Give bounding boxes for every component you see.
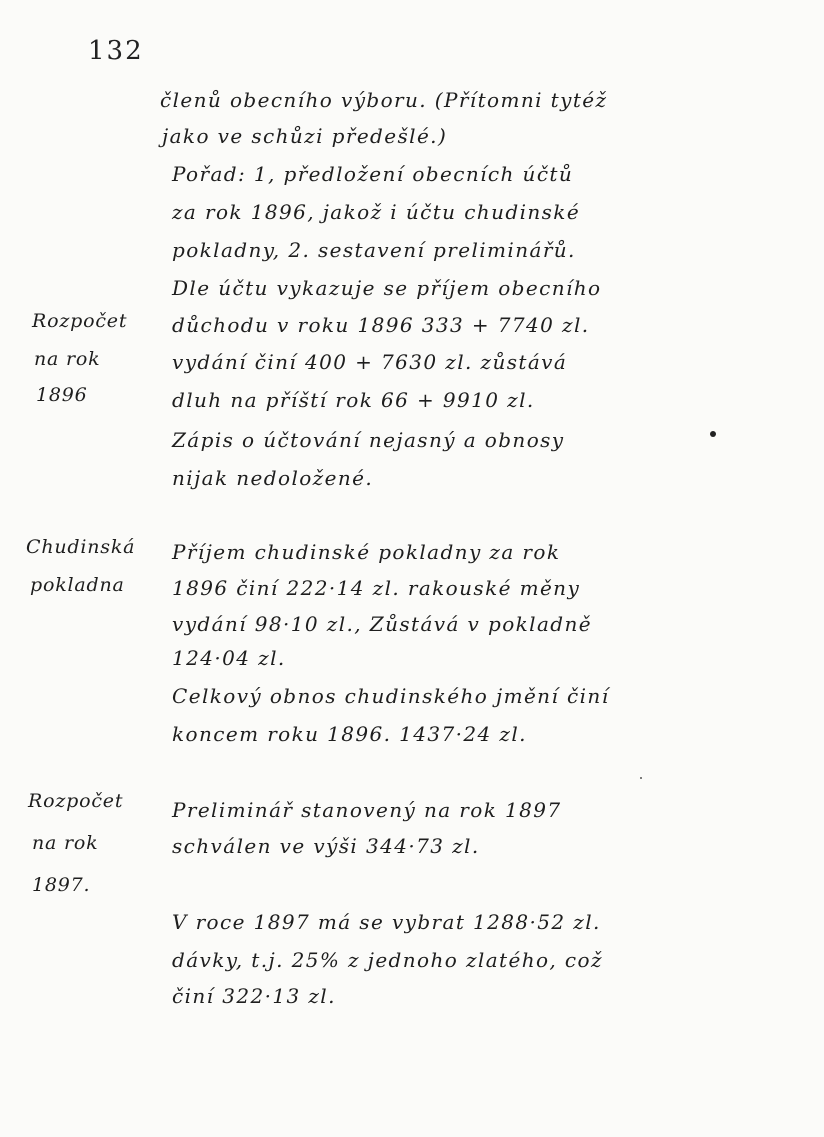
body-line: koncem roku 1896. 1437·24 zl.	[172, 722, 527, 746]
margin-note: Rozpočet	[32, 310, 128, 332]
body-line: činí 322·13 zl.	[172, 984, 336, 1008]
margin-note: na rok	[34, 348, 101, 370]
body-line: Dle účtu vykazuje se příjem obecního	[172, 276, 602, 300]
page-number: 132	[88, 36, 144, 66]
body-line: dávky, t.j. 25% z jednoho zlatého, což	[172, 948, 603, 972]
body-line: Pořad: 1, předložení obecních účtů	[172, 162, 574, 186]
body-line: Zápis o účtování nejasný a obnosy	[172, 428, 565, 452]
body-line: důchodu v roku 1896 333 + 7740 zl.	[172, 313, 590, 337]
body-line: 124·04 zl.	[172, 646, 286, 670]
body-line: 1896 činí 222·14 zl. rakouské měny	[172, 576, 581, 600]
body-line: Příjem chudinské pokladny za rok	[172, 540, 561, 564]
margin-note: 1897.	[32, 874, 91, 896]
ink-dot	[710, 431, 716, 437]
margin-note: na rok	[32, 832, 99, 854]
margin-note: pokladna	[30, 574, 125, 596]
margin-note: Chudinská	[26, 536, 136, 558]
body-line: vydání činí 400 + 7630 zl. zůstává	[172, 350, 568, 374]
body-line: V roce 1897 má se vybrat 1288·52 zl.	[172, 910, 601, 934]
body-line: za rok 1896, jakož i účtu chudinské	[172, 200, 581, 224]
margin-note: 1896	[36, 384, 88, 406]
body-line: Preliminář stanovený na rok 1897	[172, 798, 562, 822]
body-line: vydání 98·10 zl., Zůstává v pokladně	[172, 612, 593, 636]
body-line: nijak nedoložené.	[172, 466, 374, 490]
body-line: jako ve schůzi předešlé.)	[162, 124, 448, 148]
body-line: Celkový obnos chudinského jmění činí	[172, 684, 610, 708]
ink-speck	[640, 777, 642, 779]
body-line: pokladny, 2. sestavení preliminářů.	[172, 238, 576, 262]
body-line: dluh na příští rok 66 + 9910 zl.	[172, 388, 535, 412]
body-line: členů obecního výboru. (Přítomni tytéž	[160, 88, 608, 112]
body-line: schválen ve výši 344·73 zl.	[172, 834, 480, 858]
margin-note: Rozpočet	[28, 790, 124, 812]
